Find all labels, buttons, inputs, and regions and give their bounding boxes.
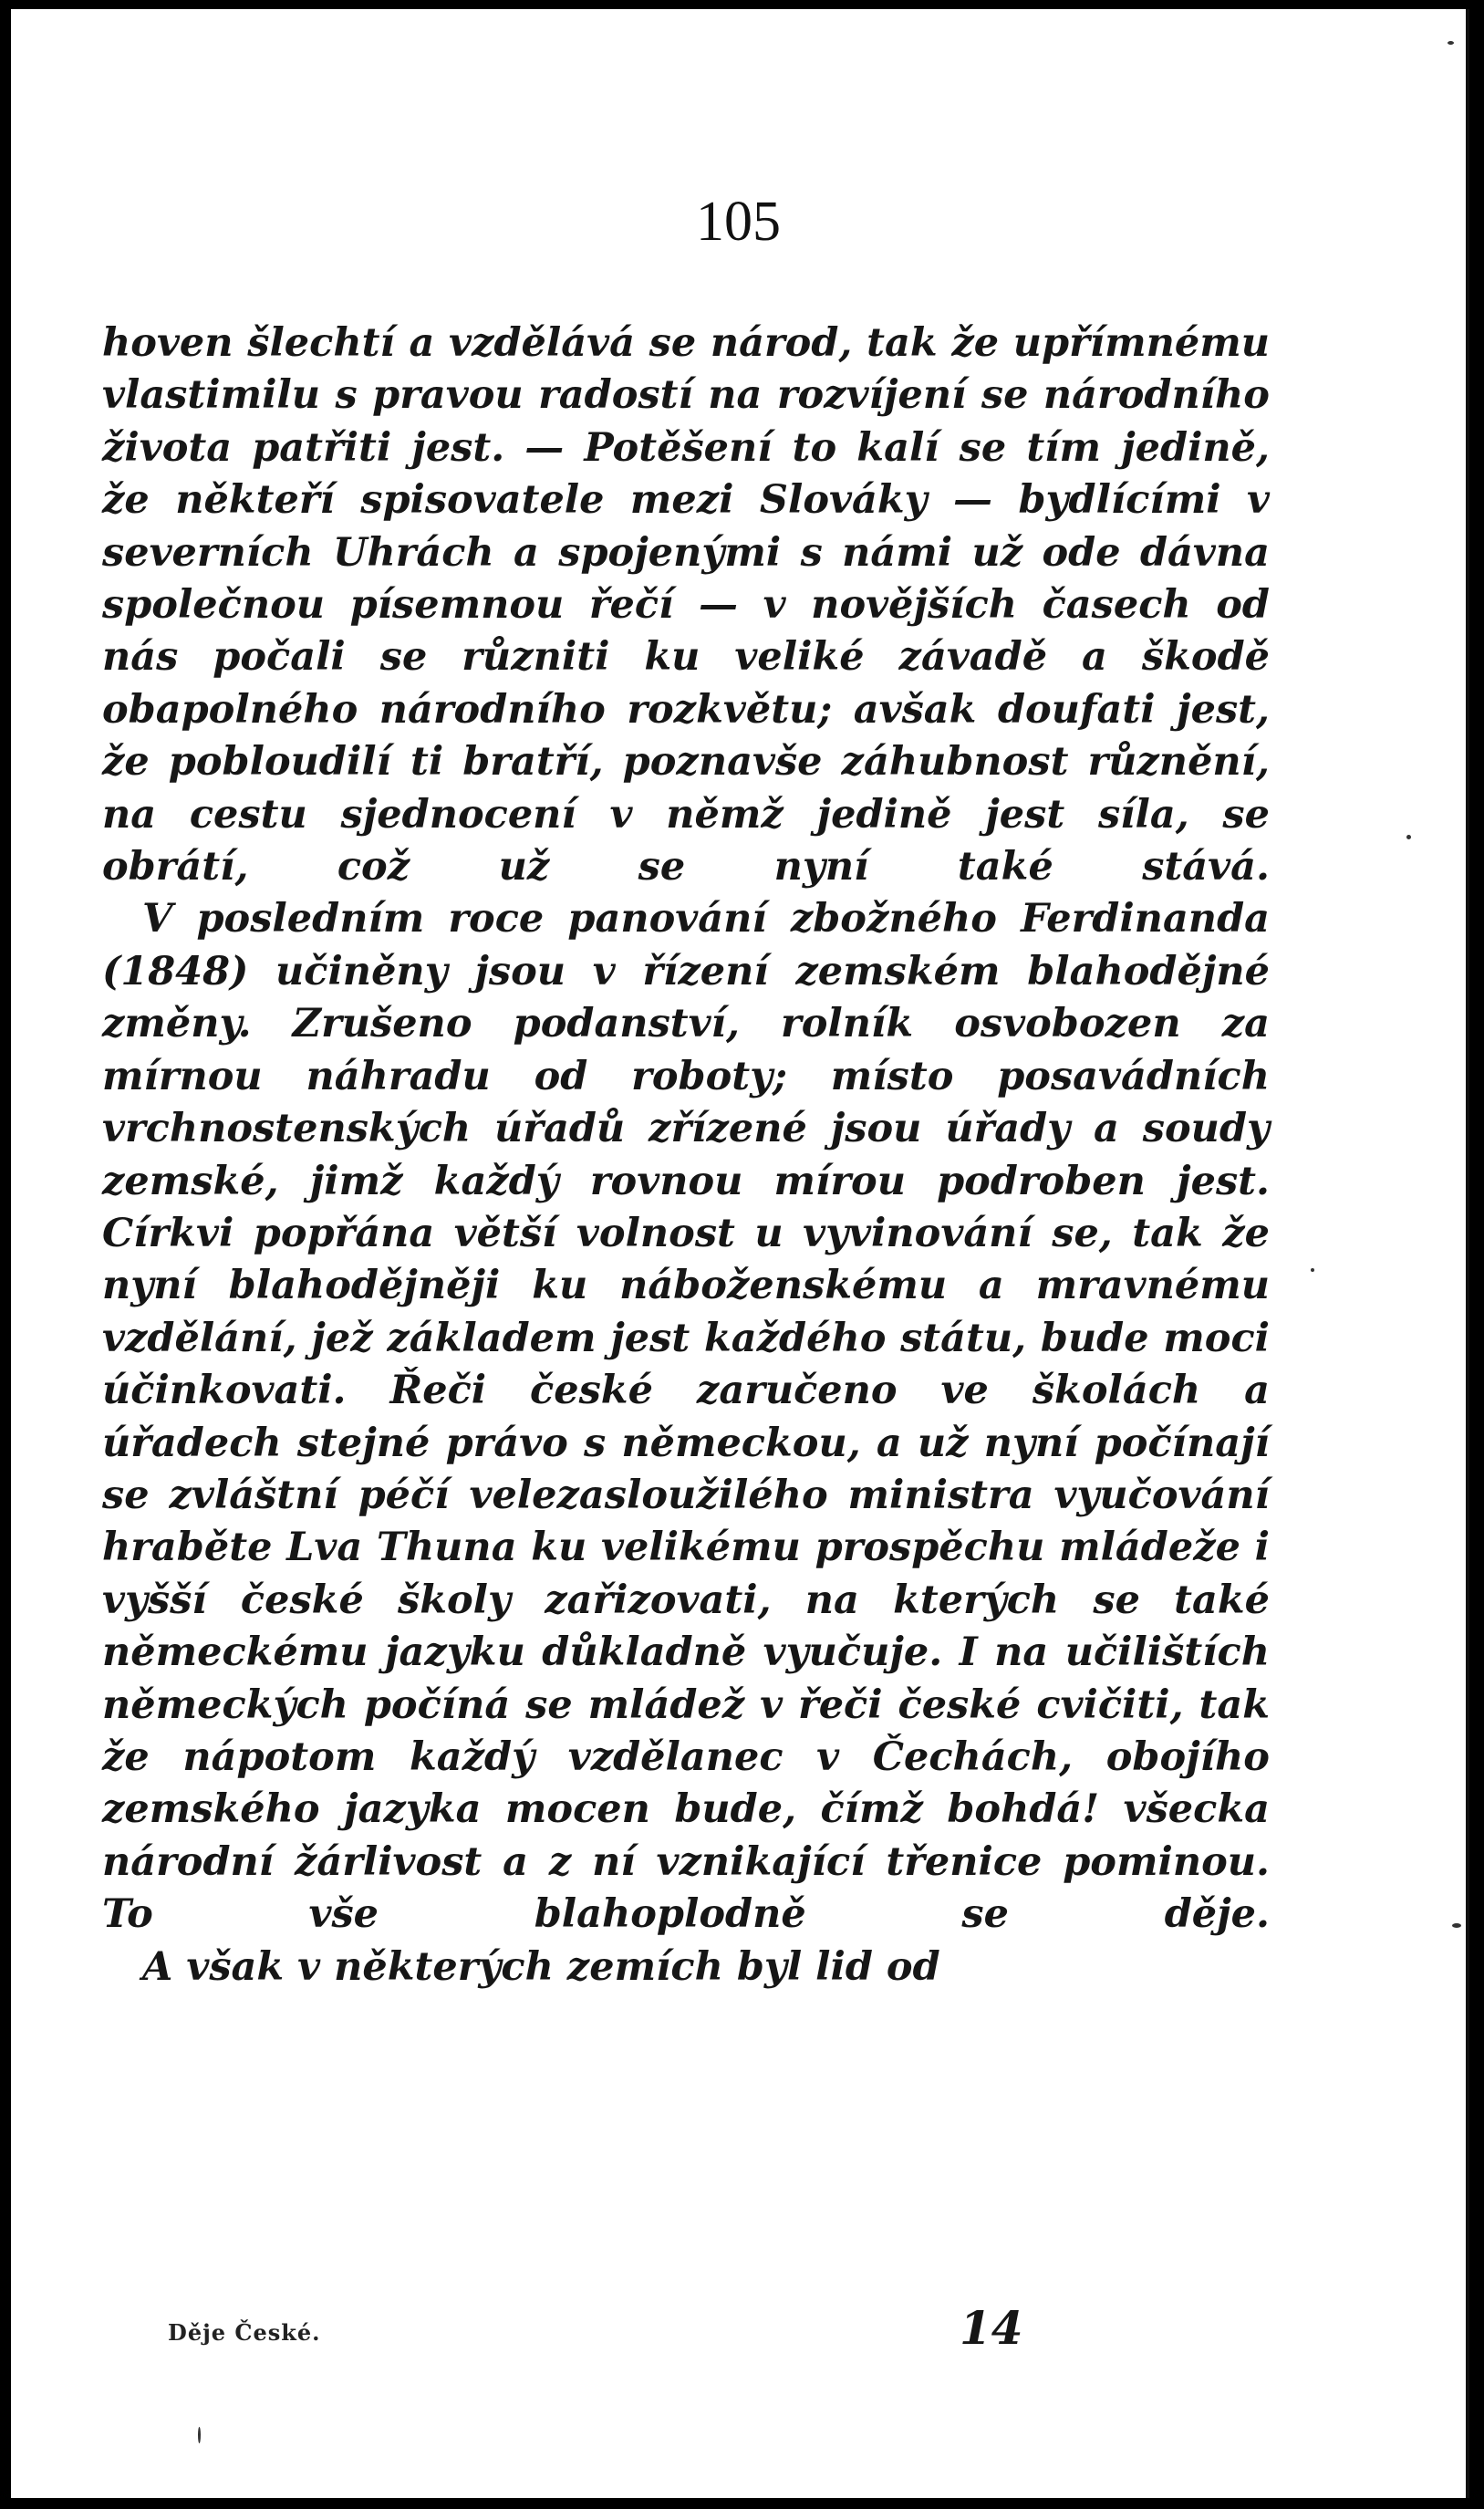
- scan-speck: [1452, 1923, 1461, 1928]
- printer-signature: Děje České.: [168, 2319, 321, 2346]
- book-page: [11, 9, 1469, 2498]
- paragraph-1: hoven šlechtí a vzdělává se národ, tak že upřímnému vlastimilu s pravou radostí na rozvíjení se národního života patřiti jest. — Potěšení to kalí se tím jedině, že někteří spisovatele mezi Slováky — bydlícími v severních Uhrách a spojenými s námi už ode dávna společnou písemnou řečí — v novějších časech od nás počali se různiti ku veliké závadě a škodě obapolného národního rozkvětu; avšak doufati jest, že pobloudilí ti bratří, poznavše záhubnost různění, na cestu sjednocení v němž jedině jest síla, se obrátí, což už se nyní také stává.: [102, 320, 1270, 890]
- scan-speck: [198, 2427, 201, 2443]
- scan-speck: [1406, 835, 1411, 839]
- body-text: [102, 318, 1270, 1994]
- scan-speck: [1448, 41, 1454, 45]
- paragraph-3: A však v některých zemích byl lid od: [142, 1943, 940, 1990]
- signature-number: 14: [960, 2301, 1023, 2355]
- scan-speck: [1311, 1268, 1314, 1272]
- paragraph-2: V posledním roce panování zbožného Ferdinanda (1848) učiněny jsou v řízení zemském blahodějné změny. Zrušeno podanství, rolník osvobozen za mírnou náhradu od roboty; místo posavádních vrchnostenských úřadů zřízené jsou úřady a soudy zemské, jimž každý rovnou mírou podroben jest. Církvi popřána větší volnost u vyvinování se, tak že nyní blahodějněji ku náboženskému a mravnému vzdělání, jež základem jest každého státu, bude moci účinkovati. Řeči české zaručeno ve školách a úřadech stejné právo s německou, a už nyní počínají se zvláštní péčí velezasloužilého ministra vyučování hraběte Lva Thuna ku velikému prospěchu mládeže i vyšší české školy zařizovati, na kterých se také německému jazyku důkladně vyučuje. I na učilištích německých počíná se mládež v řeči české cvičiti, tak že nápotom každý vzdělanec v Čechách, obojího zemského jazyka mocen bude, čímž bohdá! všecka národní žárlivost a z ní vznikající třenice pominou. To vše blahoplodně se děje.: [102, 896, 1270, 1938]
- page-number: 105: [696, 191, 781, 253]
